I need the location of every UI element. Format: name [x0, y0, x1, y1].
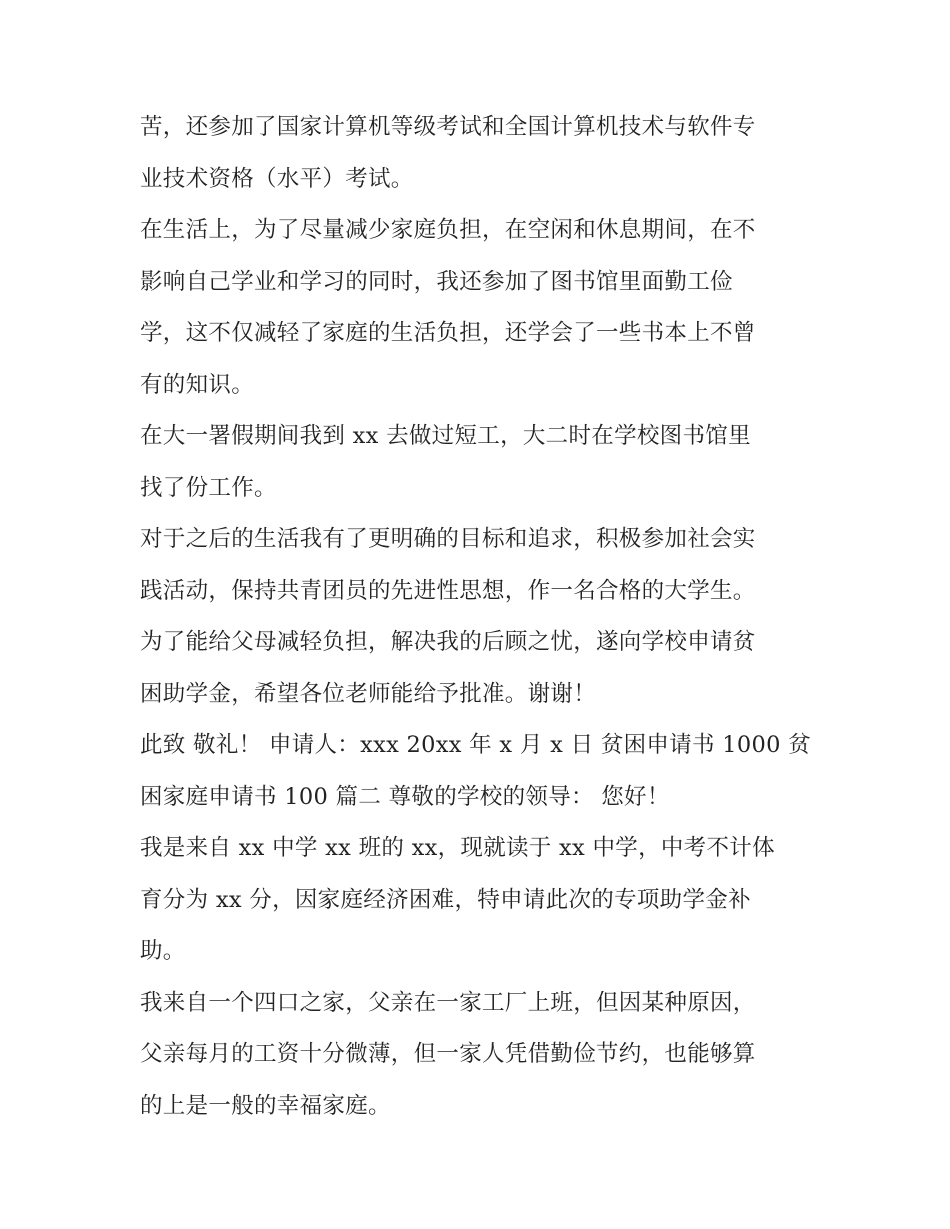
- text-line: 育分为 xx 分，因家庭经济困难，特申请此次的专项助学金补: [140, 886, 751, 913]
- text-line: 此致 敬礼！ 申请人：xxx 20xx 年 x 月 x 日 贫困申请书 1000 贫: [140, 732, 811, 758]
- text-line: 我来自一个四口之家，父亲在一家工厂上班，但因某种原因，: [140, 989, 756, 1016]
- text-line: 对于之后的生活我有了更明确的目标和追求，积极参加社会实: [140, 526, 756, 552]
- text-line: 有的知识。: [140, 371, 255, 398]
- text-line: 助。: [140, 938, 186, 964]
- text-line: 的上是一般的幸福家庭。: [140, 1092, 391, 1119]
- text-line: 在大一署假期间我到 xx 去做过短工，大二时在学校图书馆里: [140, 423, 751, 449]
- text-line: 苦，还参加了国家计算机等级考试和全国计算机技术与软件专: [140, 114, 756, 140]
- text-line: 学，这不仅减轻了家庭的生活负担，还学会了一些书本上不曾: [140, 320, 756, 346]
- text-line: 为了能给父母减轻负担，解决我的后顾之忧，遂向学校申请贫: [140, 629, 756, 655]
- text-line: 践活动，保持共青团员的先进性思想，作一名合格的大学生。: [140, 577, 756, 604]
- text-line: 找了份工作。: [140, 474, 277, 501]
- text-line: 父亲每月的工资十分微薄，但一家人凭借勤俭节约，也能够算: [140, 1041, 756, 1067]
- text-line: 困助学金，希望各位老师能给予批准。谢谢！: [140, 680, 597, 707]
- text-line: 影响自己学业和学习的同时，我还参加了图书馆里面勤工俭: [140, 268, 733, 295]
- text-line: 困家庭申请书 100 篇二 尊敬的学校的领导： 您好！: [140, 783, 670, 810]
- document-body: [140, 102, 820, 1132]
- text-line: 在生活上，为了尽量减少家庭负担，在空闲和休息期间，在不: [140, 217, 756, 243]
- text-line: 我是来自 xx 中学 xx 班的 xx，现就读于 xx 中学，中考不计体: [140, 835, 775, 861]
- text-line: 业技术资格（水平）考试。: [140, 165, 414, 192]
